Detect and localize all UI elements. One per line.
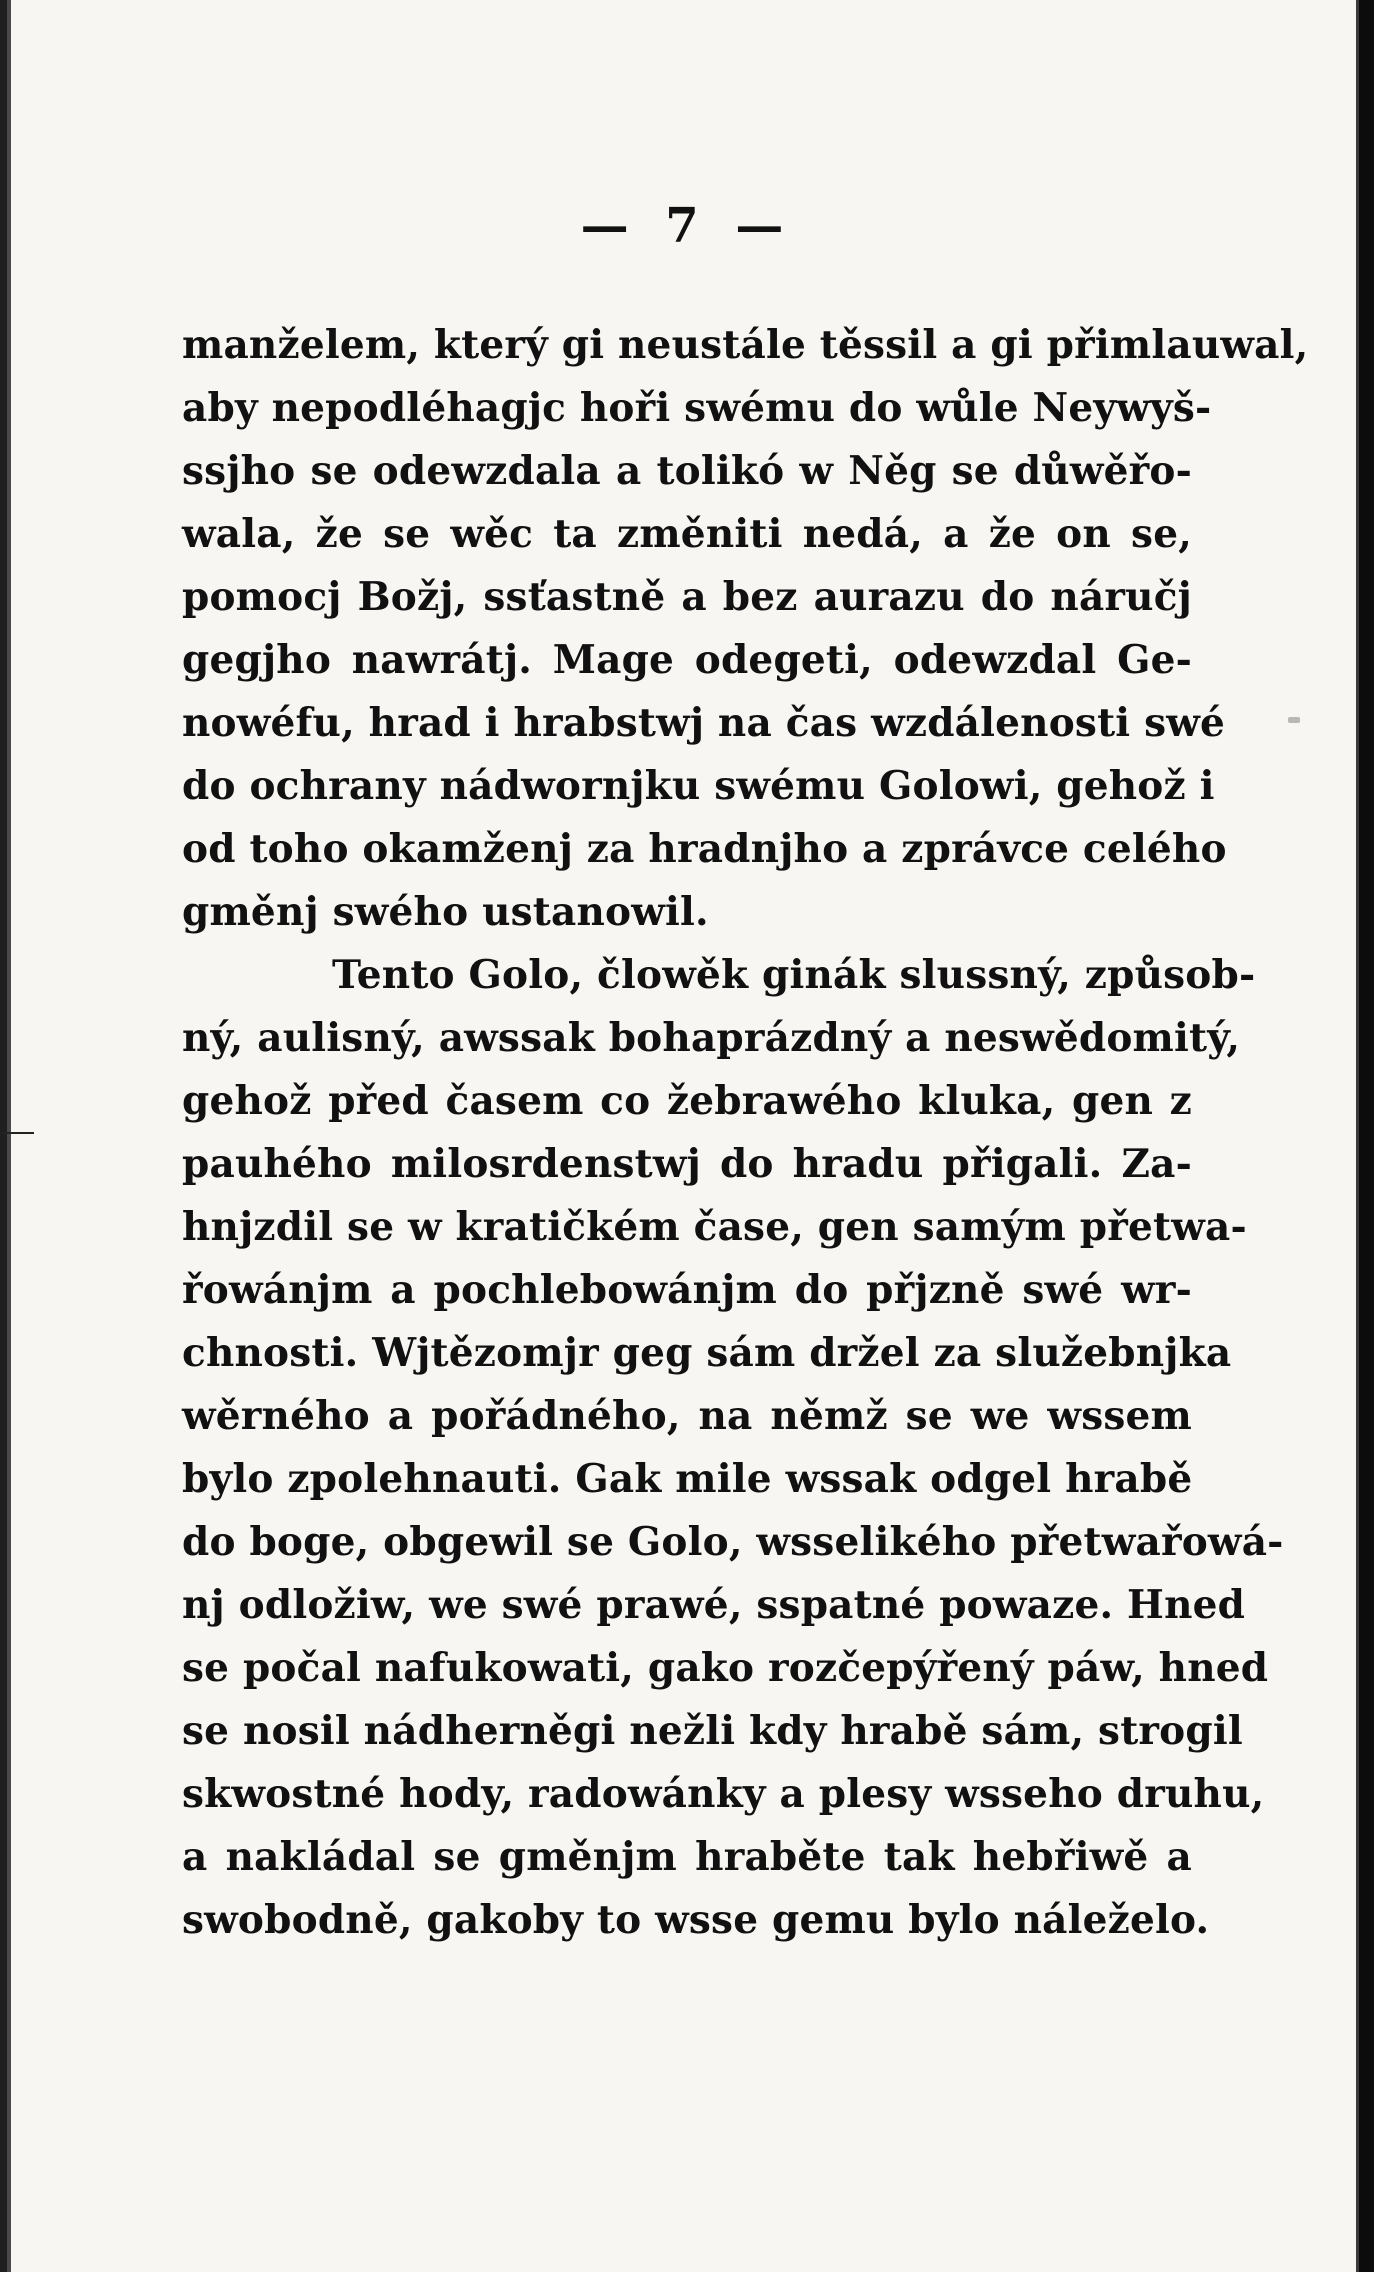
binding-mark <box>0 1132 34 1134</box>
paragraph-2-line-13: se nosil nádherněgi nežli kdy hrabě sám, strogil <box>182 1708 1243 1754</box>
paragraph-1-line-7: nowéfu, hrad i hrabstwj na čas wzdálenosti swé <box>182 700 1226 746</box>
right-page-edge <box>1352 0 1374 2272</box>
paragraph-1-line-3: ssjho se odewzdala a tolikó w Něg se důwěřo- <box>182 448 1192 494</box>
paragraph-1-line-9: od toho okamženj za hradnjho a zprávce celého <box>182 826 1227 872</box>
paragraph-2-line-16: swobodně, gakoby to wsse gemu bylo náleželo. <box>182 1897 1210 1943</box>
paragraph-2-line-2: ný, aulisný, awssak bohaprázdný a neswědomitý, <box>182 1015 1241 1061</box>
paragraph-2-line-15: a nakládal se gměnjm hraběte tak hebřiwě a <box>182 1834 1192 1880</box>
left-page-edge <box>0 0 18 2272</box>
page-number-header: — 7 — <box>580 198 794 254</box>
paragraph-1-line-1: manželem, který gi neustále těssil a gi přimlauwal, <box>182 322 1309 368</box>
paragraph-2-line-10: do boge, obgewil se Golo, wsselikého přetwařowá- <box>182 1519 1284 1565</box>
paragraph-2-line-12: se počal nafukowati, gako rozčepýřený páw, hned <box>182 1645 1269 1691</box>
paragraph-2-line-8: wěrného a pořádného, na němž se we wssem <box>182 1393 1192 1439</box>
paragraph-2-line-6: řowánjm a pochlebowánjm do přjzně swé wr- <box>182 1267 1192 1313</box>
paragraph-1-line-8: do ochrany nádwornjku swému Golowi, gehož i <box>182 763 1215 809</box>
paragraph-1-line-6: gegjho nawrátj. Mage odegeti, odewzdal Ge- <box>182 637 1192 683</box>
paragraph-2-line-1: Tento Golo, člowěk ginák slussný, způsob- <box>332 952 1256 998</box>
paragraph-2-line-7: chnosti. Wjtězomjr geg sám držel za služebnjka <box>182 1330 1232 1376</box>
main-text-block <box>182 314 1309 1952</box>
paragraph-2-line-4: pauhého milosrdenstwj do hradu přigali. Za- <box>182 1141 1192 1187</box>
paragraph-2-line-11: nj odložiw, we swé prawé, sspatné powaze. Hned <box>182 1582 1246 1628</box>
paragraph-2-line-3: gehož před časem co žebrawého kluka, gen z <box>182 1078 1192 1124</box>
paragraph-1-line-2: aby nepodléhagjc hoři swému do wůle Neywyš- <box>182 385 1212 431</box>
paragraph-2-line-5: hnjzdil se w kratičkém čase, gen samým přetwa- <box>182 1204 1247 1250</box>
ink-blemish <box>1288 717 1300 723</box>
paragraph-2-line-14: skwostné hody, radowánky a plesy wsseho druhu, <box>182 1771 1265 1817</box>
paragraph-1-line-10: gměnj swého ustanowil. <box>182 889 709 935</box>
paragraph-1-line-4: wala, že se wěc ta změniti nedá, a že on se, <box>182 511 1192 557</box>
paragraph-2-line-9: bylo zpolehnauti. Gak mile wssak odgel hrabě <box>182 1456 1193 1502</box>
paragraph-1-line-5: pomocj Božj, ssťastně a bez aurazu do náručj <box>182 574 1192 620</box>
